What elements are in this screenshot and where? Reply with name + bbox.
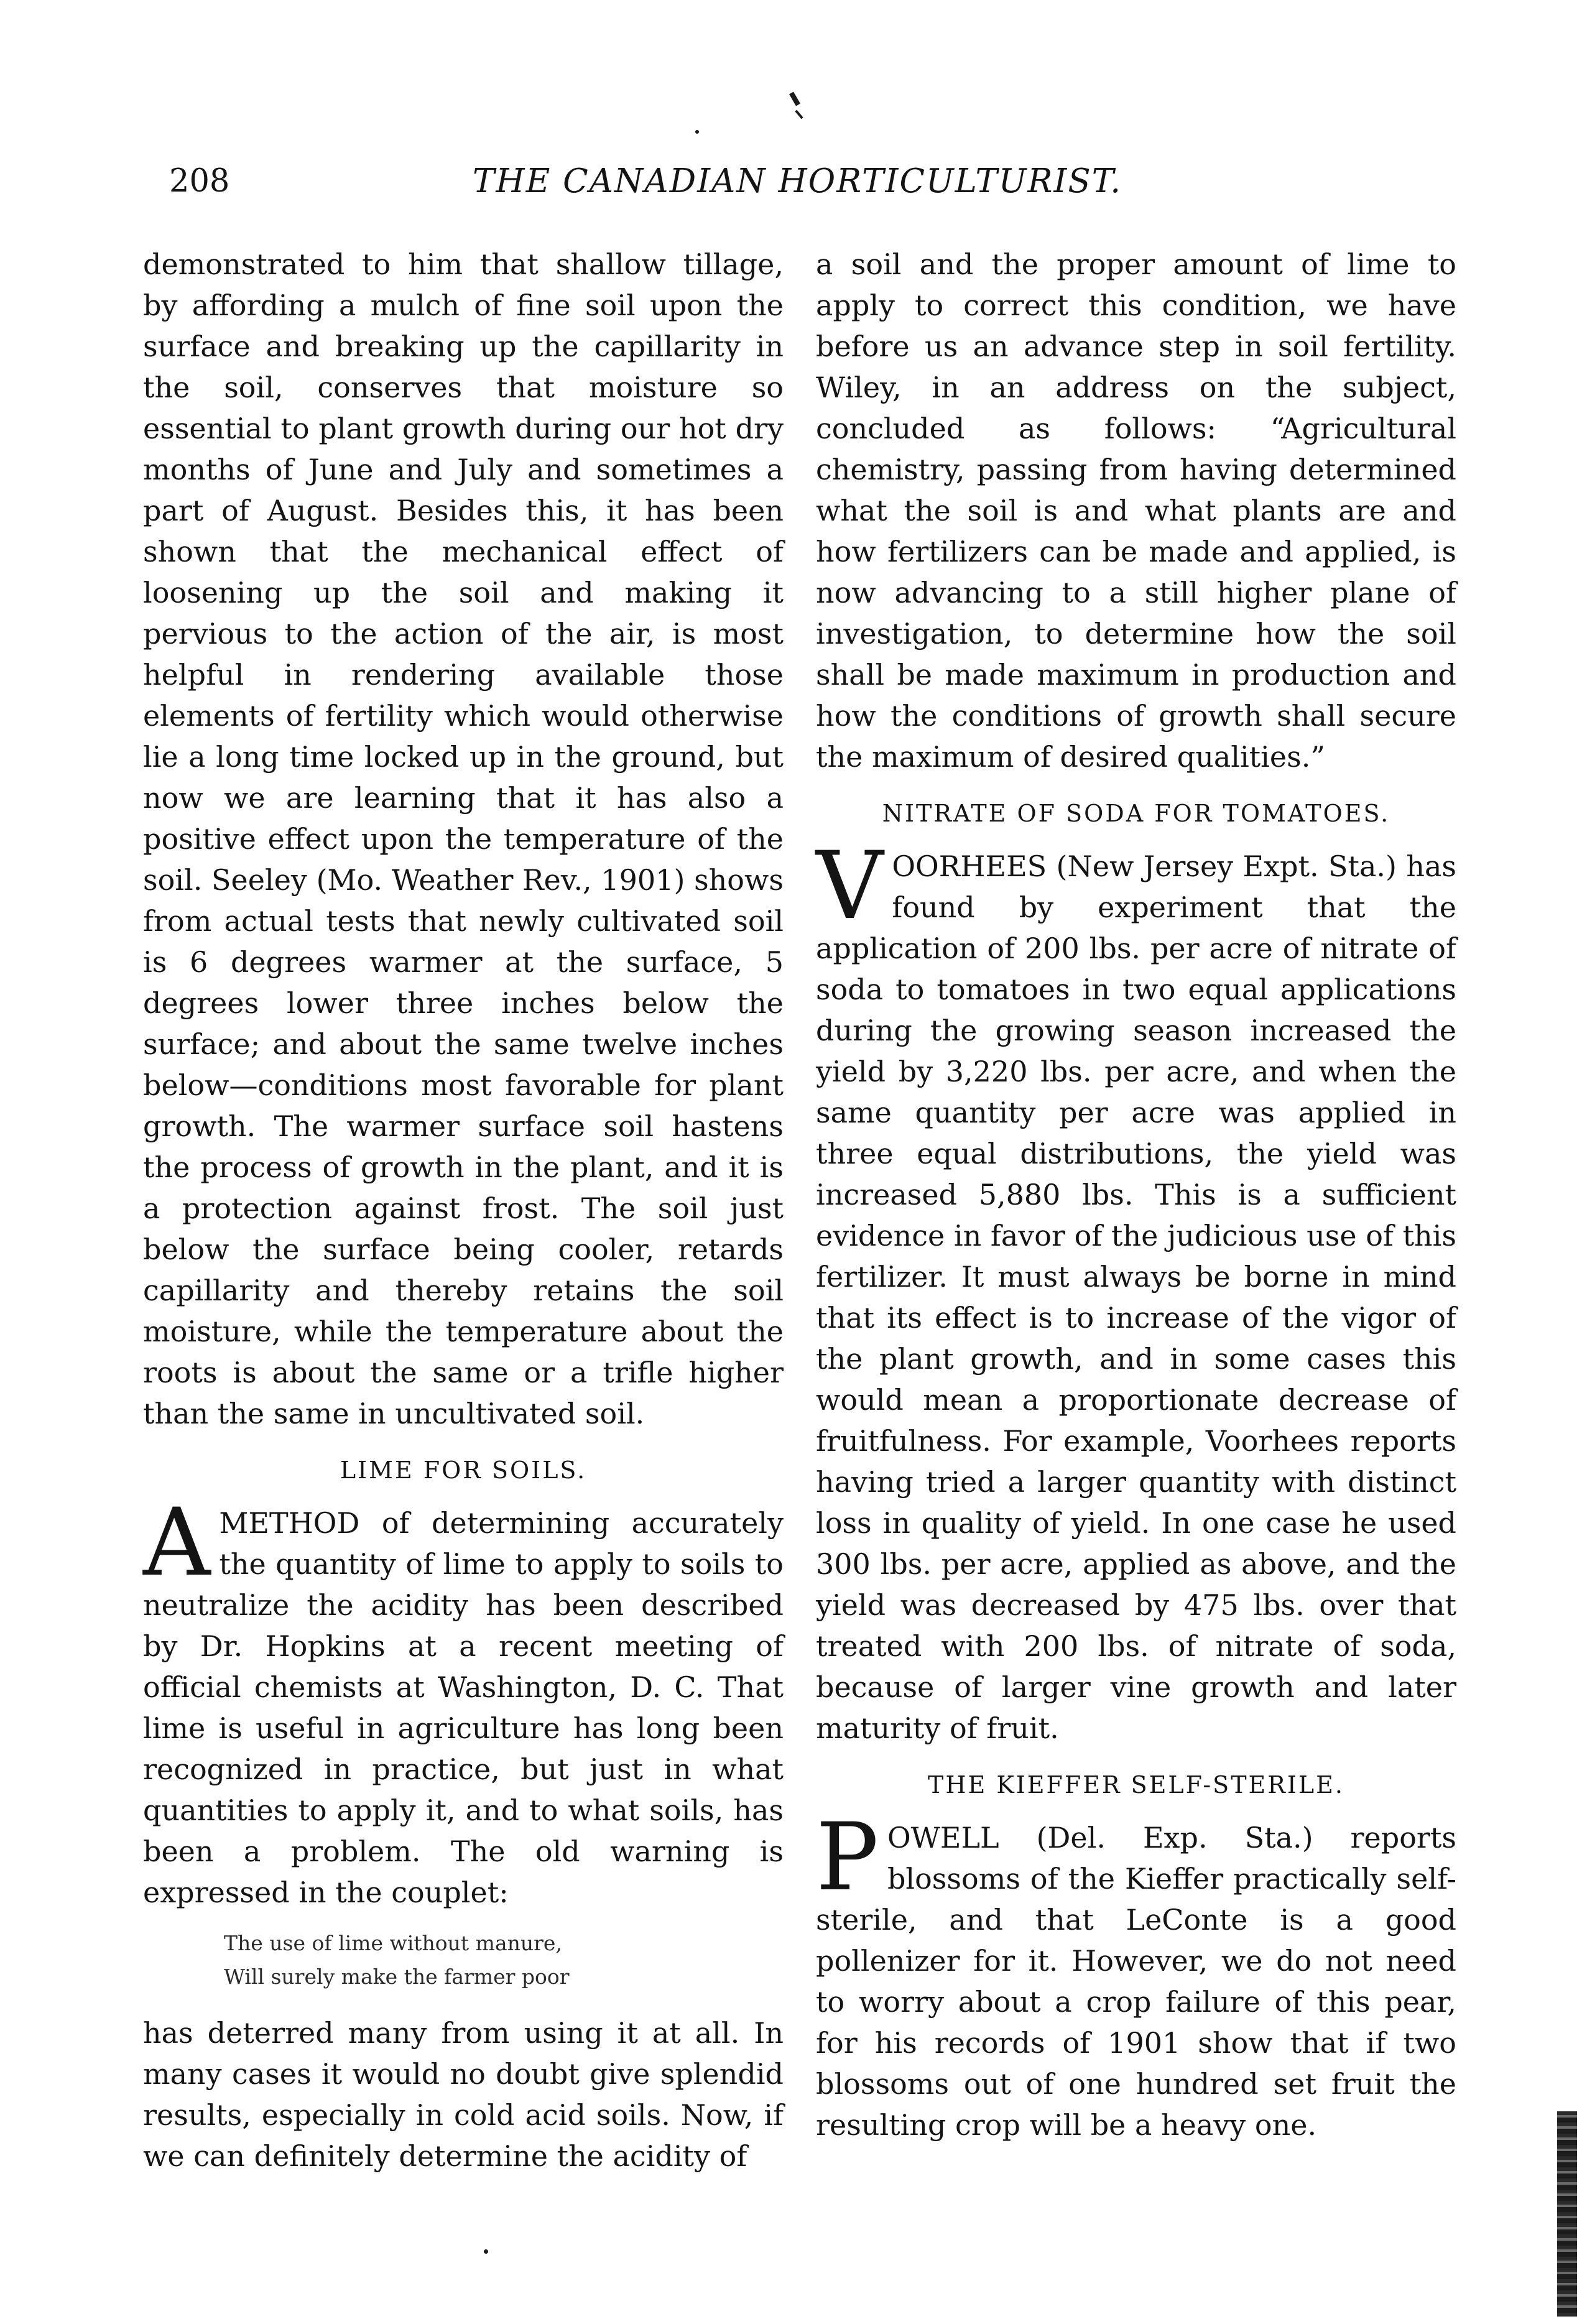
paragraph-lime-conclusion: a soil and the proper amount of lime to apply to correct this condition, we have before us an advance step in soil fertility. Wiley, in an address on the subject, concluded as follows: “Agricultural chemistry, passing from having determined what the soil is and what plants are and how fertilizers can be made and applied, is now advancing to a still higher plane of investigation, to determine how the soil shall be made maximum in production and how the conditions of growth shall secure the maximum of desired qualities.” [816,248,1456,774]
paragraph-kieffer-text: OWELL (Del. Exp. Sta.) reports blossoms of the Kieffer practically self-sterile, and that LeConte is a good pollenizer for it. However, we do not need to worry about a crop failure of this pear, for his records of 1901 show that if two blossoms out of one hundred set fruit the resulting crop will be a heavy one. [816,1821,1456,2142]
scan-speck [795,110,803,119]
paragraph-lime-text: METHOD of determining accurately the quantity of lime to apply to soils to neutralize the acidity has been described by Dr. Hopkins at a recent meeting of official chemists at Washington, D. C. That lime is useful in agriculture has long been recognized in practice, but just in what quantities to apply it, and to what soils, has been a problem. The old warning is expressed in the couplet: [143,1506,784,1909]
dropcap-p: P [816,1803,879,1912]
running-head: THE CANADIAN HORTICULTURIST. [473,162,1122,200]
scan-speck [789,91,800,106]
scan-speck [695,130,699,134]
page-number: 208 [169,163,230,200]
dropcap-a: A [143,1489,211,1597]
left-column [143,244,784,2177]
paragraph-kieffer [816,1803,1456,2146]
right-column [816,244,1456,2146]
paragraph-tillage: demonstrated to him that shallow tillage, by affording a mulch of fine soil upon the surface and breaking up the capillarity in the soil, conserves that moisture so essential to plant growth during our hot dry months of June and July and sometimes a part of August. Besides this, it has been shown that the mechanical effect of loosening up the soil and making it pervious to the action of the air, is most helpful in rendering available those elements of fertility which would otherwise lie a long time locked up in the ground, but now we are learning that it has also a positive effect upon the temperature of the soil. Seeley (Mo. Weather Rev., 1901) shows from actual tests that newly cultivated soil is 6 degrees warmer at the surface, 5 degrees lower three inches below the surface; and about the same twelve inches below—conditions most favorable for plant growth. The warmer surface soil hastens the process of growth in the plant, and it is a protection against frost. The soil just below the surface being cooler, retards capillarity and thereby retains the soil moisture, while the temperature about the roots is about the same or a trifle higher than the same in uncultivated soil. [143,248,784,1430]
paragraph-nitrate-text: OORHEES (New Jersey Expt. Sta.) has found by experiment that the application of 200 lbs. per acre of nitrate of soda to tomatoes in two equal applications during the growing season increased the yield by 3,220 lbs. per acre, and when the same quantity per acre was applied in three equal distributions, the yield was increased 5,880 lbs. This is a sufficient evidence in favor of the judicious use of this fertilizer. It must always be borne in mind that its effect is to increase of the vigor of the plant growth, and in some cases this would mean a proportionate decrease of fruitfulness. For example, Voorhees reports having tried a larger quantity with distinct loss in quality of yield. In one case he used 300 lbs. per acre, applied as above, and the yield was decreased by 475 lbs. over that treated with 200 lbs. of nitrate of soda, because of larger vine growth and later maturity of fruit. [816,850,1456,1745]
paragraph-lime [143,1489,784,1913]
dropcap-v: V [816,832,884,940]
section-heading-nitrate: NITRATE OF SODA FOR TOMATOES. [882,800,1390,827]
couplet-line-1: The use of lime without manure, [224,1931,562,1955]
couplet [224,1927,784,1994]
paragraph-nitrate [816,832,1456,1749]
section-heading-lime: LIME FOR SOILS. [340,1456,587,1484]
couplet-line-2: Will surely make the farmer poor [224,1965,570,1989]
paragraph-lime-continued: has deterred many from using it at all. In many cases it would no doubt give splendid results, especially in cold acid soils. Now, if we can definitely determine the acidity of [143,2016,784,2173]
page-edge-shadow [1557,2111,1577,2317]
section-heading-kieffer: THE KIEFFER SELF-STERILE. [928,1771,1344,1799]
scan-speck [484,2249,488,2254]
